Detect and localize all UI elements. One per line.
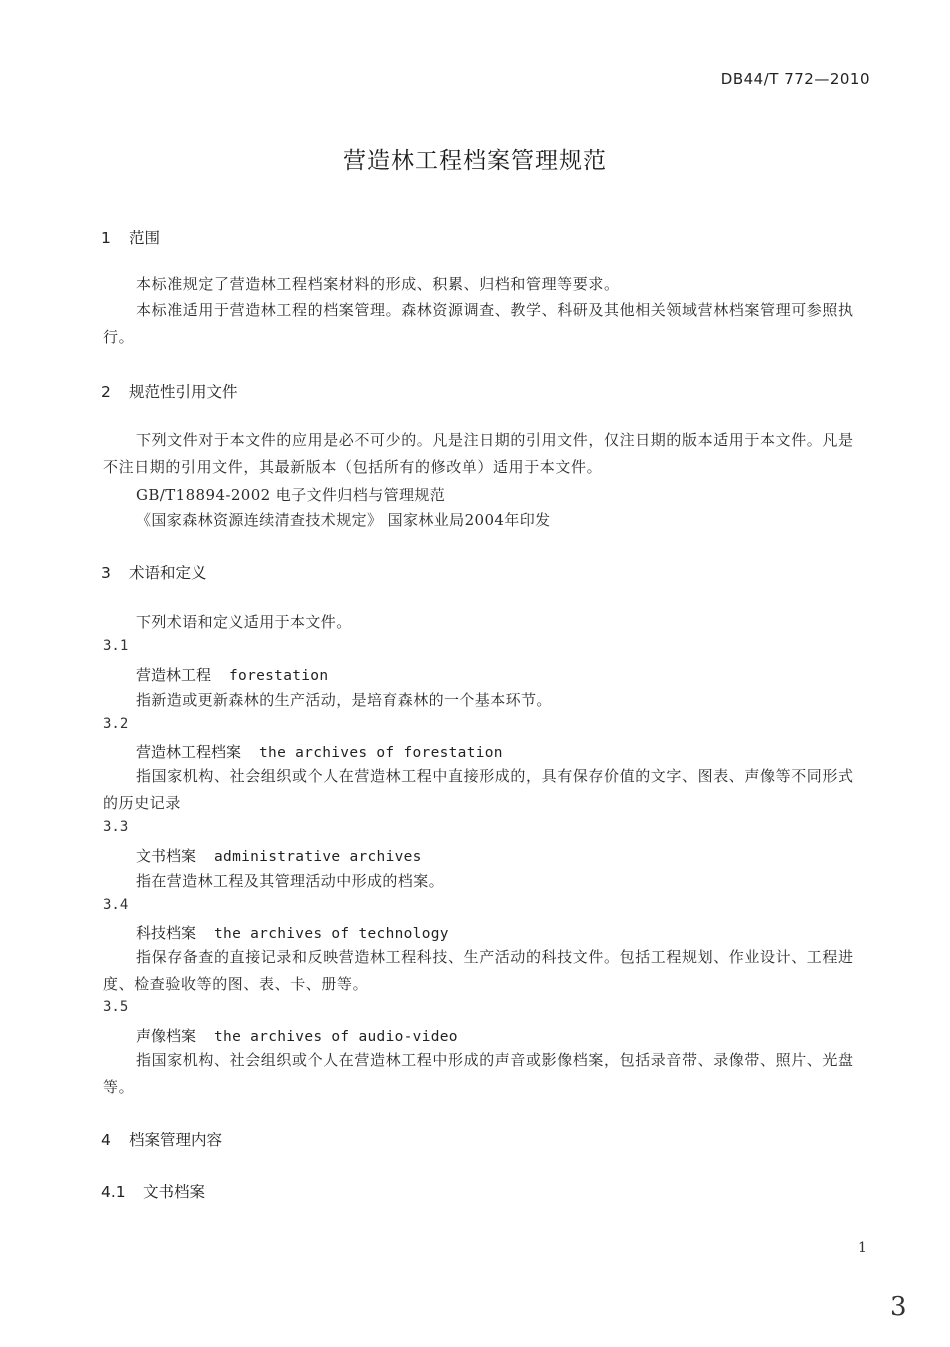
section-number: 1 [101, 229, 111, 247]
term-english: administrative archives [214, 849, 422, 865]
section-2-heading [101, 380, 238, 402]
term-chinese: 科技档案 [136, 924, 197, 942]
subsection-title: 文书档案 [143, 1183, 206, 1201]
term-heading [136, 922, 449, 943]
section-title: 范围 [129, 229, 161, 247]
subsection-4-1-heading [101, 1180, 205, 1202]
scope-paragraph-1: 本标准规定了营造林工程档案材料的形成、积累、归档和管理等要求。 [136, 275, 620, 293]
term-number: 3.3 [103, 819, 129, 835]
term-number: 3.1 [103, 638, 129, 654]
term-chinese: 营造林工程档案 [136, 743, 242, 761]
term-english: the archives of technology [214, 926, 449, 942]
term-english: the archives of audio-video [214, 1029, 458, 1045]
page-number: 1 [858, 1240, 867, 1256]
term-heading [136, 741, 503, 762]
term-definition: 指国家机构、社会组织或个人在营造林工程中形成的声音或影像档案，包括录音带、录像带、照片、光盘等。 [103, 1051, 854, 1096]
terms-intro: 下列术语和定义适用于本文件。 [136, 613, 352, 631]
term-heading [136, 1025, 458, 1046]
term-chinese: 文书档案 [136, 847, 197, 865]
standard-code: DB44/T 772—2010 [720, 70, 870, 88]
document-title: 营造林工程档案管理规范 [343, 148, 607, 174]
term-definition: 指在营造林工程及其管理活动中形成的档案。 [136, 872, 445, 890]
section-1-heading [101, 226, 160, 248]
section-number: 4 [101, 1131, 111, 1149]
section-title: 规范性引用文件 [129, 383, 238, 401]
reference-item-2: 《国家森林资源连续清查技术规定》 国家林业局2004年印发 [136, 511, 551, 529]
term-definition: 指国家机构、社会组织或个人在营造林工程中直接形成的，具有保存价值的文字、图表、声像等不同形式的历史记录 [103, 767, 854, 812]
section-4-heading [101, 1128, 222, 1150]
term-number: 3.5 [103, 999, 129, 1015]
section-3-heading [101, 561, 207, 583]
term-english: forestation [229, 668, 329, 684]
section-title: 档案管理内容 [129, 1131, 223, 1149]
term-heading [136, 664, 328, 685]
section-number: 3 [101, 564, 111, 582]
scope-paragraph-2: 本标准适用于营造林工程的档案管理。森林资源调查、教学、科研及其他相关领域营林档案管理可参照执行。 [103, 301, 854, 346]
term-english: the archives of forestation [259, 745, 503, 761]
term-chinese: 声像档案 [136, 1027, 197, 1045]
subsection-number: 4.1 [101, 1183, 126, 1201]
term-number: 3.4 [103, 897, 129, 913]
term-number: 3.2 [103, 716, 129, 732]
term-heading [136, 845, 422, 866]
reference-item-1: GB/T18894-2002 电子文件归档与管理规范 [136, 486, 446, 504]
references-paragraph: 下列文件对于本文件的应用是必不可少的。凡是注日期的引用文件，仅注日期的版本适用于本文件。凡是不注日期的引用文件，其最新版本（包括所有的修改单）适用于本文件。 [103, 431, 854, 476]
corner-page-mark: 3 [890, 1292, 907, 1322]
term-chinese: 营造林工程 [136, 666, 212, 684]
term-definition: 指新造或更新森林的生产活动，是培育森林的一个基本环节。 [136, 691, 552, 709]
section-title: 术语和定义 [129, 564, 207, 582]
section-number: 2 [101, 383, 111, 401]
term-definition: 指保存备查的直接记录和反映营造林工程科技、生产活动的科技文件。包括工程规划、作业设计、工程进度、检查验收等的图、表、卡、册等。 [103, 948, 854, 993]
